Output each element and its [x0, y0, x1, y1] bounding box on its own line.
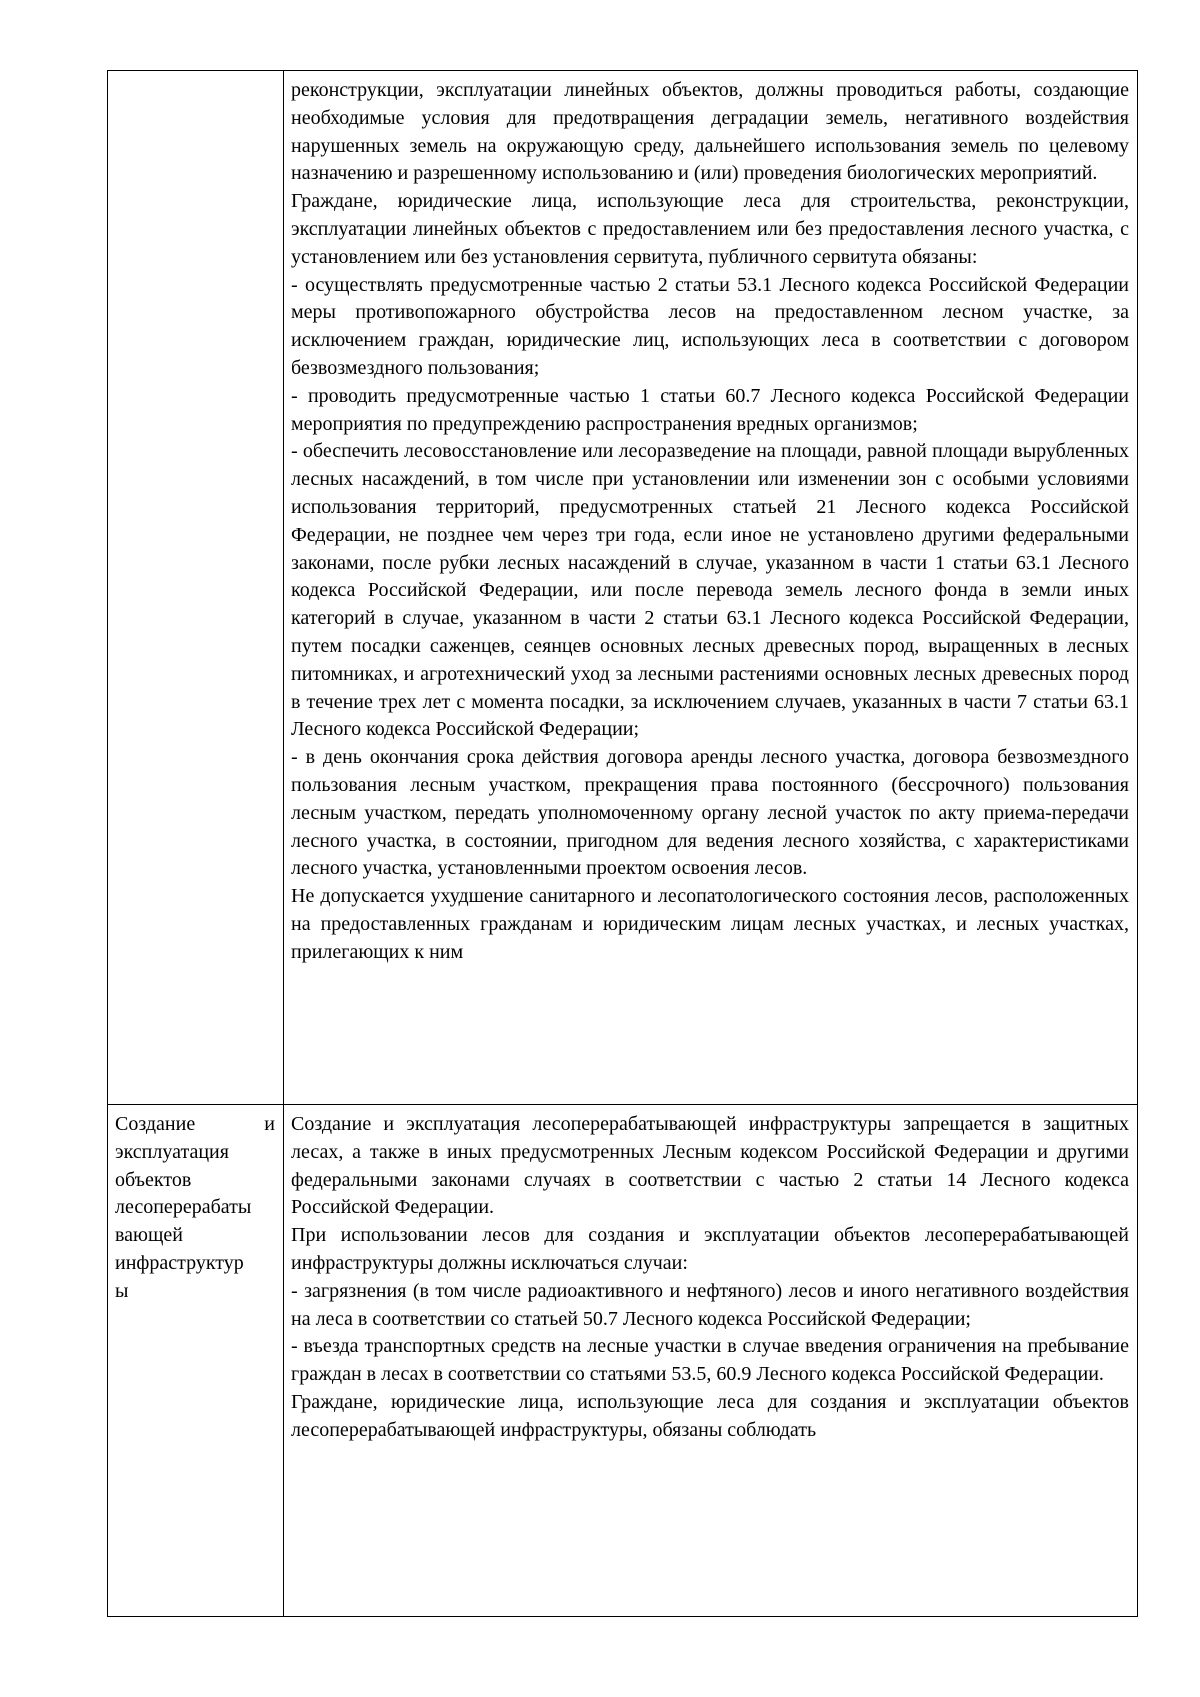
paragraph: Граждане, юридические лица, использующие леса для строительства, реконструкции, эксплуатации линейных объектов с предоставлением или без предоставления лесного участка, с установлением или без установления сервитута, публичного сервитута обязаны:	[291, 190, 1129, 268]
paragraph: реконструкции, эксплуатации линейных объектов, должны проводиться работы, создающие необходимые условия для предотвращения деградации земель, негативного воздействия нарушенных земель на окружающую среду, дальнейшего использования земель по целевому назначению и разрешенному использованию и (или) проведения биологических мероприятий.	[291, 79, 1129, 185]
row-content-cell	[284, 71, 1138, 1105]
paragraph: - обеспечить лесовосстановление или лесоразведение на площади, равной площади вырубленных лесных насаждений, в том числе при установлении или изменении зон с особыми условиями использования территорий, предусмотренных статьей 21 Лесного кодекса Российской Федерации, не позднее чем через три года, если иное не установлено другими федеральными законами, после рубки лесных насаждений в случае, указанном в части 1 статьи 63.1 Лесного кодекса Российской Федерации, или после перевода земель лесного фонда в земли иных категорий в случае, указанном в части 2 статьи 63.1 Лесного кодекса Российской Федерации, путем посадки саженцев, сеянцев основных лесных древесных пород, выращенных в лесных питомниках, и агротехнический уход за лесными растениями основных лесных древесных пород в течение трех лет с момента посадки, за исключением случаев, указанных в части 7 статьи 63.1 Лесного кодекса Российской Федерации;	[291, 440, 1129, 741]
row-label-cell	[108, 71, 284, 1105]
table-row	[108, 1105, 1138, 1617]
paragraph: - въезда транспортных средств на лесные участки в случае введения ограничения на пребывание граждан в лесах в соответствии со статьями 53.5, 60.9 Лесного кодекса Российской Федерации.	[291, 1335, 1129, 1386]
paragraph: - загрязнения (в том числе радиоактивного и нефтяного) лесов и иного негативного воздействия на леса в соответствии со статьей 50.7 Лесного кодекса Российской Федерации;	[291, 1279, 1129, 1330]
row-label-cell	[108, 1105, 284, 1617]
row-content-cell	[284, 1105, 1138, 1617]
paragraph: - проводить предусмотренные частью 1 статьи 60.7 Лесного кодекса Российской Федерации мероприятия по предупреждению распространения вредных организмов;	[291, 384, 1129, 435]
paragraph: Создание и эксплуатация лесоперерабатывающей инфраструктуры запрещается в защитных лесах, а также в иных предусмотренных Лесным кодексом Российской Федерации и другими федеральными законами случаях в соответствии с частью 2 статьи 14 Лесного кодекса Российской Федерации.	[291, 1113, 1129, 1219]
regulation-table	[107, 70, 1138, 1617]
row-label-line: Создание и	[115, 1113, 275, 1135]
paragraph: При использовании лесов для создания и эксплуатации объектов лесоперерабатывающей инфраструктуры должны исключаться случаи:	[291, 1224, 1129, 1274]
paragraph: Не допускается ухудшение санитарного и лесопатологического состояния лесов, расположенных на предоставленных гражданам и юридическим лицам лесных участках, и лесных участках, прилегающих к ним	[291, 885, 1129, 963]
row-label-line: объектов	[115, 1168, 192, 1191]
paragraph: - осуществлять предусмотренные частью 2 статьи 53.1 Лесного кодекса Российской Федерации меры противопожарного обустройства лесов на предоставленном лесном участке, за исключением граждан, юридические лиц, использующих леса в соответствии с договором безвозмездного пользования;	[291, 273, 1129, 379]
table-row	[108, 71, 1138, 1105]
row-label-line: вающей	[115, 1224, 183, 1247]
row-label-line: эксплуатация	[115, 1140, 229, 1163]
paragraph: - в день окончания срока действия договора аренды лесного участка, договора безвозмездного пользования лесным участком, прекращения права постоянного (бессрочного) пользования лесным участком, передать уполномоченному органу лесной участок по акту приема-передачи лесного участка, в состоянии, пригодном для ведения лесного хозяйства, с характеристиками лесного участка, установленными проектом освоения лесов.	[291, 746, 1129, 880]
paragraph: Граждане, юридические лица, использующие леса для создания и эксплуатации объектов лесоперерабатывающей инфраструктуры, обязаны соблюдать	[291, 1390, 1129, 1441]
row-label-line: инфраструктур	[115, 1251, 244, 1274]
row-label-line: ы	[115, 1279, 129, 1302]
row-label-line: лесоперерабаты	[115, 1196, 252, 1219]
